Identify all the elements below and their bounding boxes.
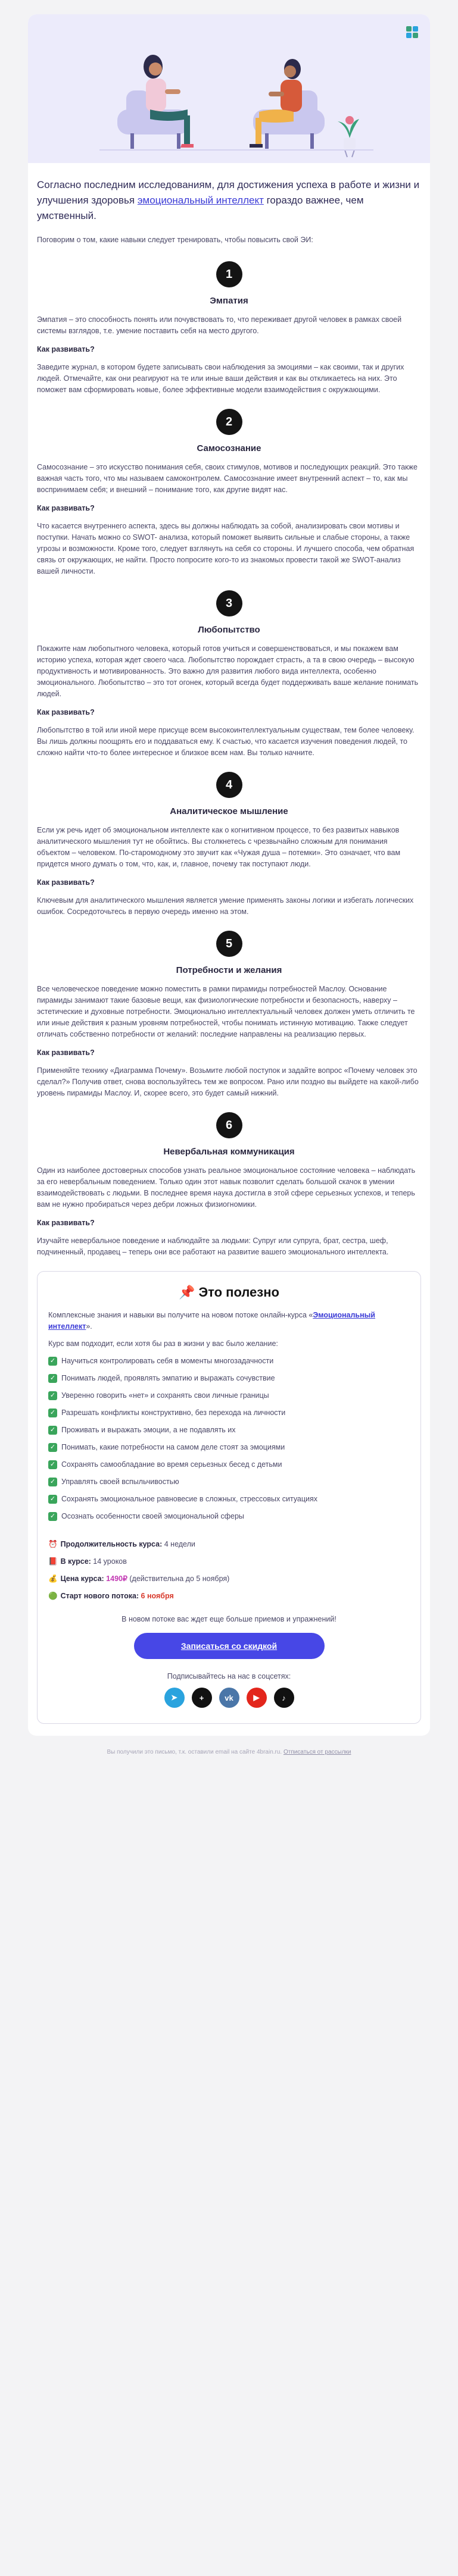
benefit-item xyxy=(48,1407,410,1419)
section-answer: Изучайте невербальное поведение и наблюдайте за людьми: Супруг или супруга, брат, сестра, шеф, подчиненный, продавец – теперь они все работают на развитие вашего эмоционального интеллекта. xyxy=(37,1237,389,1256)
therapy-session-illustration xyxy=(28,14,430,163)
promo-subtitle: Курс вам подходит, если хотя бы раз в жизни у вас было желание: xyxy=(48,1339,278,1348)
benefit-text: Уверенно говорить «нет» и сохранять свои личные границы xyxy=(61,1391,269,1400)
section-number-badge: 3 xyxy=(216,590,242,616)
skill-section xyxy=(37,931,421,1099)
section-description: Если уж речь идет об эмоциональном интеллекте как о когнитивном процессе, то без развитых навыков аналитического мышления тут не обойтись. Вы столкнетесь с чрезвычайно сложным для понимания объектом – человеком. По-старомодному это звучит как «Чужая душа – потемки». Это означает, что вам придется много думать о том, что, как, и, главное, почему так поступают люди. xyxy=(37,826,401,868)
section-description: Все человеческое поведение можно поместить в рамки пирамиды потребностей Маслоу. Основание пирамиды занимают такие базовые вещи, как физиологические потребности и безопасность, наверху – эстетические и духовные потребности. Эмоционально интеллектуальный человек должен уметь отличить те или иные действия к разным уровням потребностей, чтобы понимать истинную мотивацию. Также следует отличать собственно потребности от желаний: последние направлены на реализацию первых. xyxy=(37,985,415,1038)
alarm-clock-icon: ⏰ xyxy=(48,1540,58,1548)
promo-box xyxy=(37,1271,421,1724)
section-title: Потребности и желания xyxy=(176,965,282,975)
skill-section xyxy=(37,590,421,759)
section-answer: Любопытство в той или иной мере присуще всем высокоинтеллектуальным существам, тем более человеку. Вы лишь должны поощрять его и поддаваться ему. К счастью, что касается изучения поведения людей, то сложно найти что-то более интересное и близкое всем нам. Вы только начните. xyxy=(37,726,415,757)
telegram-icon[interactable]: ➤ xyxy=(164,1688,185,1708)
lead-paragraph: Согласно последним исследованиям, для достижения успеха в работе и жизни и улучшения здоровья эмоциональный интеллект гораздо важнее, чем умственный. xyxy=(37,179,420,221)
vk-icon[interactable]: vk xyxy=(219,1688,239,1708)
skill-section xyxy=(37,409,421,577)
footer: Вы получили это письмо, т.к. оставили email на сайте 4brain.ru. Отписаться от рассылки xyxy=(107,1749,351,1755)
section-question: Как развивать? xyxy=(37,878,95,887)
section-number-badge: 1 xyxy=(216,261,242,287)
tiktok-icon[interactable]: ♪ xyxy=(274,1688,294,1708)
check-mark-icon: ✓ xyxy=(48,1391,57,1400)
section-answer: Что касается внутреннего аспекта, здесь вы должны наблюдать за собой, анализировать свои мотивы и поступки. Начать можно со SWOT- анализа, который поможет выявить сильные и слабые стороны, а также угрозы и возможности. Кроме того, следует взглянуть на себя со стороны. И лучшего способа, чем обратная связь от окружающих, не найти. Просто попросите кого-то из знакомых провести такой же SWOT-анализ вашей личности. xyxy=(37,522,415,575)
benefit-item xyxy=(48,1356,410,1367)
plus-icon[interactable]: + xyxy=(192,1688,212,1708)
section-number-badge: 4 xyxy=(216,772,242,798)
benefit-item xyxy=(48,1511,410,1522)
check-mark-icon: ✓ xyxy=(48,1374,57,1383)
benefit-text: Сохранять эмоциональное равновесие в сложных, стрессовых ситуациях xyxy=(61,1495,318,1503)
section-question: Как развивать? xyxy=(37,708,95,716)
intro-text: Поговорим о том, какие навыки следует тренировать, чтобы повысить свой ЭИ: xyxy=(37,236,313,244)
skill-section xyxy=(37,1112,421,1258)
benefit-item xyxy=(48,1459,410,1470)
benefit-text: Понимать людей, проявлять эмпатию и выражать сочувствие xyxy=(61,1374,275,1382)
check-mark-icon: ✓ xyxy=(48,1478,57,1486)
money-bag-icon: 💰 xyxy=(48,1575,58,1583)
section-title: Невербальная коммуникация xyxy=(163,1147,295,1157)
youtube-icon[interactable]: ▶ xyxy=(247,1688,267,1708)
check-mark-icon: ✓ xyxy=(48,1460,57,1469)
enroll-discount-button[interactable]: Записаться со скидкой xyxy=(134,1633,325,1659)
section-answer: Заведите журнал, в котором будете записывать свои наблюдения за эмоциями – как своими, так и других людей. Отмечайте, как они реагируют на те или иные ваши действия и как вы откликаетесь на них. Это поможет вам сформировать новые, более эффективные модели взаимодействия с окружающими. xyxy=(37,363,404,394)
section-number-badge: 6 xyxy=(216,1112,242,1138)
check-mark-icon: ✓ xyxy=(48,1408,57,1417)
unsubscribe-link[interactable]: Отписаться от рассылки xyxy=(283,1749,351,1755)
section-question: Как развивать? xyxy=(37,345,95,353)
promo-title: 📌 Это полезно xyxy=(179,1285,279,1300)
section-title: Эмпатия xyxy=(210,296,248,306)
benefit-item xyxy=(48,1390,410,1401)
check-mark-icon: ✓ xyxy=(48,1357,57,1366)
benefit-item xyxy=(48,1425,410,1436)
hero-illustration xyxy=(28,14,430,163)
benefit-text: Сохранять самообладание во время серьезных бесед с детьми xyxy=(61,1460,282,1469)
section-question: Как развивать? xyxy=(37,504,95,512)
promo-intro: Комплексные знания и навыки вы получите на новом потоке онлайн-курса «Эмоциональный интеллект». xyxy=(48,1311,375,1331)
social-links xyxy=(48,1688,410,1708)
course-link[interactable]: Эмоциональный интеллект xyxy=(48,1311,375,1331)
section-description: Самосознание – это искусство понимания себя, своих стимулов, мотивов и последующих реакций. Это также важная часть того, что мы называем самоконтролем. Самосознание имеет внутренний аспект – то, как мы воспринимаем себя; и внешний – понимание того, как другие видят нас. xyxy=(37,463,418,494)
skill-section xyxy=(37,772,421,918)
section-title: Аналитическое мышление xyxy=(170,806,288,816)
course-start: 🟢 Старт нового потока: 6 ноября xyxy=(48,1592,174,1600)
brand-logo-icon xyxy=(405,25,419,39)
green-circle-icon: 🟢 xyxy=(48,1592,58,1600)
check-mark-icon: ✓ xyxy=(48,1443,57,1452)
section-title: Любопытство xyxy=(198,625,260,635)
check-mark-icon: ✓ xyxy=(48,1426,57,1435)
benefits-list xyxy=(48,1356,410,1522)
subscribe-text: Подписывайтесь на нас в соцсетях: xyxy=(167,1672,291,1680)
pushpin-icon: 📌 xyxy=(179,1285,195,1300)
section-question: Как развивать? xyxy=(37,1048,95,1057)
section-description: Покажите нам любопытного человека, который готов учиться и совершенствоваться, и мы покажем вам историю успеха, которая ждет своего часа. Любопытство порождает страсть, а та в свою очередь – высокую продуктивность и мотивированность. Это важно для развития любого вида интеллекта, особенно эмоционального. Любопытство – это тот огонек, который всегда будет поддерживать ваше желание понимать людей. xyxy=(37,644,419,698)
course-duration: ⏰ Продолжительность курса: 4 недели xyxy=(48,1540,195,1548)
section-number-badge: 2 xyxy=(216,409,242,435)
section-title: Самосознание xyxy=(197,443,261,453)
section-description: Эмпатия – это способность понять или почувствовать то, что переживает другой человек в рамках своей системы взглядов, т.е. умение поставить себя на место другого. xyxy=(37,315,402,335)
section-question: Как развивать? xyxy=(37,1219,95,1227)
benefit-text: Проживать и выражать эмоции, а не подавлять их xyxy=(61,1426,236,1434)
section-answer: Ключевым для аналитического мышления является умение применять законы логики и избегать логических ошибок. Сосредоточьтесь в первую очередь именно на этом. xyxy=(37,896,414,916)
emotional-intelligence-link[interactable]: эмоциональный интеллект xyxy=(137,195,264,206)
email-card xyxy=(28,14,430,1736)
benefit-text: Управлять своей вспыльчивостью xyxy=(61,1478,179,1486)
benefit-text: Осознать особенности своей эмоциональной сферы xyxy=(61,1512,244,1520)
book-icon: 📕 xyxy=(48,1557,58,1566)
section-description: Один из наиболее достоверных способов узнать реальное эмоциональное состояние человека – наблюдать за его невербальным поведением. Только один этот навык позволит сделать большой скачок в умении взаимодействовать с людьми. В последнее время наука достигла в этой сфере серьезных успехов, и теперь вам не нужно пробираться через дебри ложных физиогномики. xyxy=(37,1166,416,1209)
course-price: 💰 Цена курса: 1490₽ (действительна до 5 ноября) xyxy=(48,1575,230,1583)
benefit-item xyxy=(48,1476,410,1488)
section-answer: Применяйте технику «Диаграмма Почему». Возьмите любой поступок и задайте вопрос «Почему человек это сделал?» Получив ответ, снова воспользуйтесь тем же вопросом. Рано или поздно вы выйдете на какой-либо уровень пирамиды Маслоу. И, скорее всего, это будет самый нижний. xyxy=(37,1066,419,1097)
benefit-item xyxy=(48,1373,410,1384)
benefit-item xyxy=(48,1442,410,1453)
course-lessons: 📕 В курсе: 14 уроков xyxy=(48,1557,127,1566)
benefit-text: Научиться контролировать себя в моменты многозадачности xyxy=(61,1357,274,1365)
skills-sections xyxy=(37,261,421,1258)
benefit-text: Понимать, какие потребности на самом деле стоят за эмоциями xyxy=(61,1443,285,1451)
promo-note: В новом потоке вас ждет еще больше приемов и упражнений! xyxy=(121,1615,337,1623)
check-mark-icon: ✓ xyxy=(48,1512,57,1521)
benefit-text: Разрешать конфликты конструктивно, без перехода на личности xyxy=(61,1408,286,1417)
check-mark-icon: ✓ xyxy=(48,1495,57,1504)
skill-section xyxy=(37,261,421,396)
section-number-badge: 5 xyxy=(216,931,242,957)
benefit-item xyxy=(48,1494,410,1505)
